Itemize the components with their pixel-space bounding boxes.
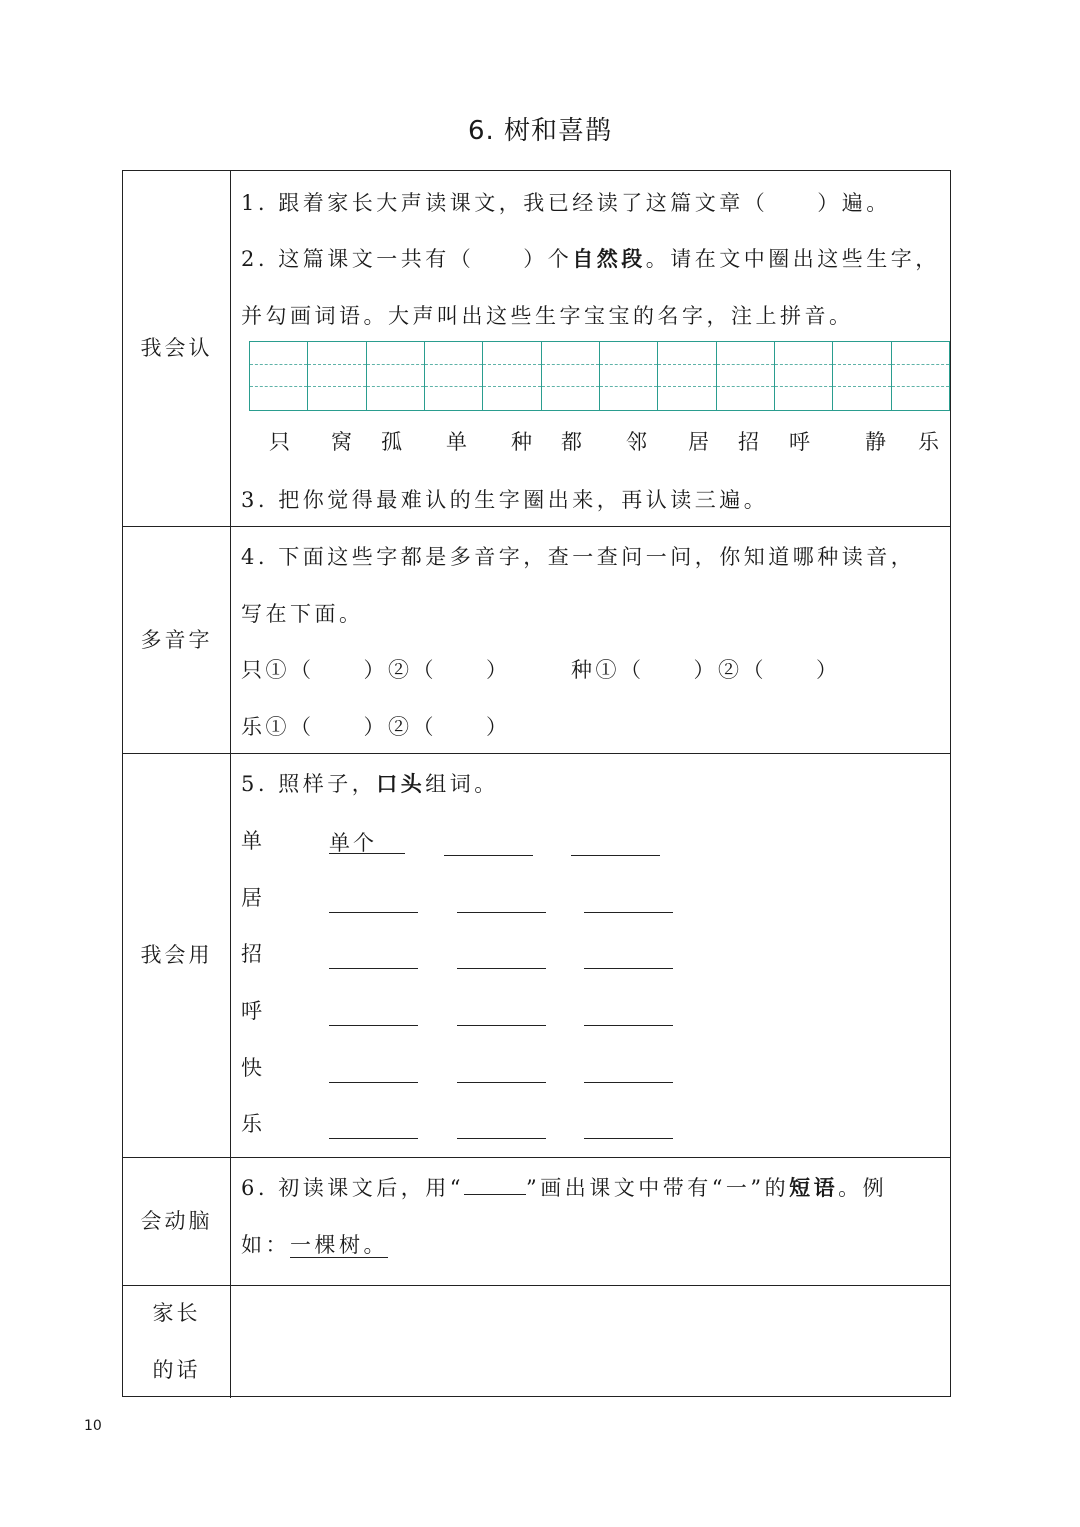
new-character: 只 xyxy=(269,430,290,454)
answer-blank[interactable] xyxy=(329,968,418,969)
label-parent xyxy=(123,1286,231,1398)
content-polyphone xyxy=(231,527,950,753)
pinyin-cell[interactable] xyxy=(600,342,658,410)
question-6-text-a: 6. 初读课文后，用“ xyxy=(241,1176,464,1200)
question-6-line-2 xyxy=(241,1229,388,1259)
question-1: 1. 跟着家长大声读课文，我已经读了这篇文章（ ）遍。 xyxy=(241,191,891,215)
question-2-text-b: 。请在文中圈出这些生字， xyxy=(645,247,940,271)
answer-blank[interactable] xyxy=(444,855,533,856)
word-row xyxy=(241,938,801,978)
new-character: 招 xyxy=(738,430,759,454)
answer-blank[interactable] xyxy=(329,1082,418,1083)
underline-sample xyxy=(464,1176,526,1195)
word-character: 快 xyxy=(241,1056,262,1080)
question-5-text-a: 5. 照样子， xyxy=(241,772,377,796)
page-number: 10 xyxy=(84,1418,102,1434)
answer-blank[interactable] xyxy=(457,912,546,913)
row-parent xyxy=(123,1286,950,1398)
question-6-bold: 短语 xyxy=(789,1175,839,1200)
question-5-bold: 口头 xyxy=(376,771,426,796)
pinyin-cell[interactable] xyxy=(367,342,425,410)
pinyin-cell[interactable] xyxy=(483,342,541,410)
answer-blank[interactable] xyxy=(457,968,546,969)
question-6-example: 一棵树。 xyxy=(290,1233,388,1257)
new-character: 孤 xyxy=(381,430,402,454)
answer-blank[interactable] xyxy=(584,968,673,969)
new-character: 单 xyxy=(446,430,467,454)
label-think: 会动脑 xyxy=(123,1158,231,1285)
pinyin-cell[interactable] xyxy=(833,342,891,410)
label-parent-line-1: 家长 xyxy=(152,1301,201,1325)
new-character: 静 xyxy=(865,430,886,454)
polyphone-le[interactable]: 乐①（ ）②（ ） xyxy=(241,715,511,739)
new-character: 邻 xyxy=(626,430,647,454)
question-6-line-1 xyxy=(241,1172,887,1202)
question-6-example-prefix: 如： xyxy=(241,1233,290,1257)
question-2-bold: 自然段 xyxy=(572,246,646,271)
content-use xyxy=(231,754,950,1157)
pinyin-cell[interactable] xyxy=(892,342,949,410)
word-character: 居 xyxy=(241,886,262,910)
worksheet-table xyxy=(122,170,951,1397)
new-character: 种 xyxy=(511,430,532,454)
new-character: 都 xyxy=(561,430,582,454)
new-character: 窝 xyxy=(331,430,352,454)
word-character: 呼 xyxy=(241,999,262,1023)
question-5-text-b: 组词。 xyxy=(425,772,499,796)
word-character: 乐 xyxy=(241,1112,262,1136)
label-use: 我会用 xyxy=(123,754,231,1157)
question-6-text-b: ”画出课文中带有“一”的 xyxy=(525,1176,790,1200)
answer-blank[interactable] xyxy=(457,1025,546,1026)
answer-blank[interactable] xyxy=(584,1082,673,1083)
polyphone-zhong[interactable]: 种①（ ）②（ ） xyxy=(571,658,841,682)
answer-blank[interactable] xyxy=(457,1138,546,1139)
label-parent-line-2: 的话 xyxy=(152,1358,201,1382)
answer-blank[interactable] xyxy=(584,1138,673,1139)
answer-blank[interactable] xyxy=(457,1082,546,1083)
word-row xyxy=(241,1108,801,1148)
pinyin-cell[interactable] xyxy=(542,342,600,410)
answer-blank[interactable] xyxy=(571,855,660,856)
parent-comment-area[interactable] xyxy=(231,1286,950,1398)
question-3: 3. 把你觉得最难认的生字圈出来，再认读三遍。 xyxy=(241,488,769,512)
new-character: 乐 xyxy=(918,430,939,454)
word-row xyxy=(241,825,801,865)
answer-blank[interactable] xyxy=(329,1025,418,1026)
question-2-line-1 xyxy=(241,243,940,273)
answer-blank[interactable] xyxy=(329,912,418,913)
content-think xyxy=(231,1158,950,1285)
question-4-line-2: 写在下面。 xyxy=(241,602,364,626)
pinyin-cell[interactable] xyxy=(717,342,775,410)
question-2-line-2: 并勾画词语。大声叫出这些生字宝宝的名字，注上拼音。 xyxy=(241,304,854,328)
content-recognize xyxy=(231,171,950,526)
row-think xyxy=(123,1158,950,1286)
new-character: 居 xyxy=(688,430,709,454)
new-character: 呼 xyxy=(789,430,810,454)
page-title: 6. 树和喜鹊 xyxy=(467,116,613,146)
word-character: 招 xyxy=(241,942,262,966)
question-6-text-c: 。例 xyxy=(838,1176,888,1200)
question-4-line-1: 4. 下面这些字都是多音字，查一查问一问，你知道哪种读音， xyxy=(241,545,916,569)
pinyin-cell[interactable] xyxy=(775,342,833,410)
word-row xyxy=(241,1052,801,1092)
pinyin-writing-grid[interactable] xyxy=(249,341,950,411)
pinyin-cell[interactable] xyxy=(658,342,716,410)
pinyin-cell[interactable] xyxy=(425,342,483,410)
question-5 xyxy=(241,768,499,798)
label-polyphone: 多音字 xyxy=(123,527,231,753)
answer-blank[interactable] xyxy=(584,912,673,913)
answer-blank[interactable] xyxy=(329,1138,418,1139)
pinyin-cell[interactable] xyxy=(250,342,308,410)
word-character: 单 xyxy=(241,829,262,853)
row-use xyxy=(123,754,950,1158)
pinyin-cell[interactable] xyxy=(308,342,366,410)
row-polyphone xyxy=(123,527,950,754)
row-recognize xyxy=(123,171,950,527)
answer-blank[interactable] xyxy=(584,1025,673,1026)
word-row xyxy=(241,882,801,922)
polyphone-zhi[interactable]: 只①（ ）②（ ） xyxy=(241,658,511,682)
word-row xyxy=(241,995,801,1035)
question-2-text-a: 2. 这篇课文一共有（ ）个 xyxy=(241,247,573,271)
example-word: 单个 xyxy=(329,827,405,854)
label-recognize: 我会认 xyxy=(123,171,231,526)
